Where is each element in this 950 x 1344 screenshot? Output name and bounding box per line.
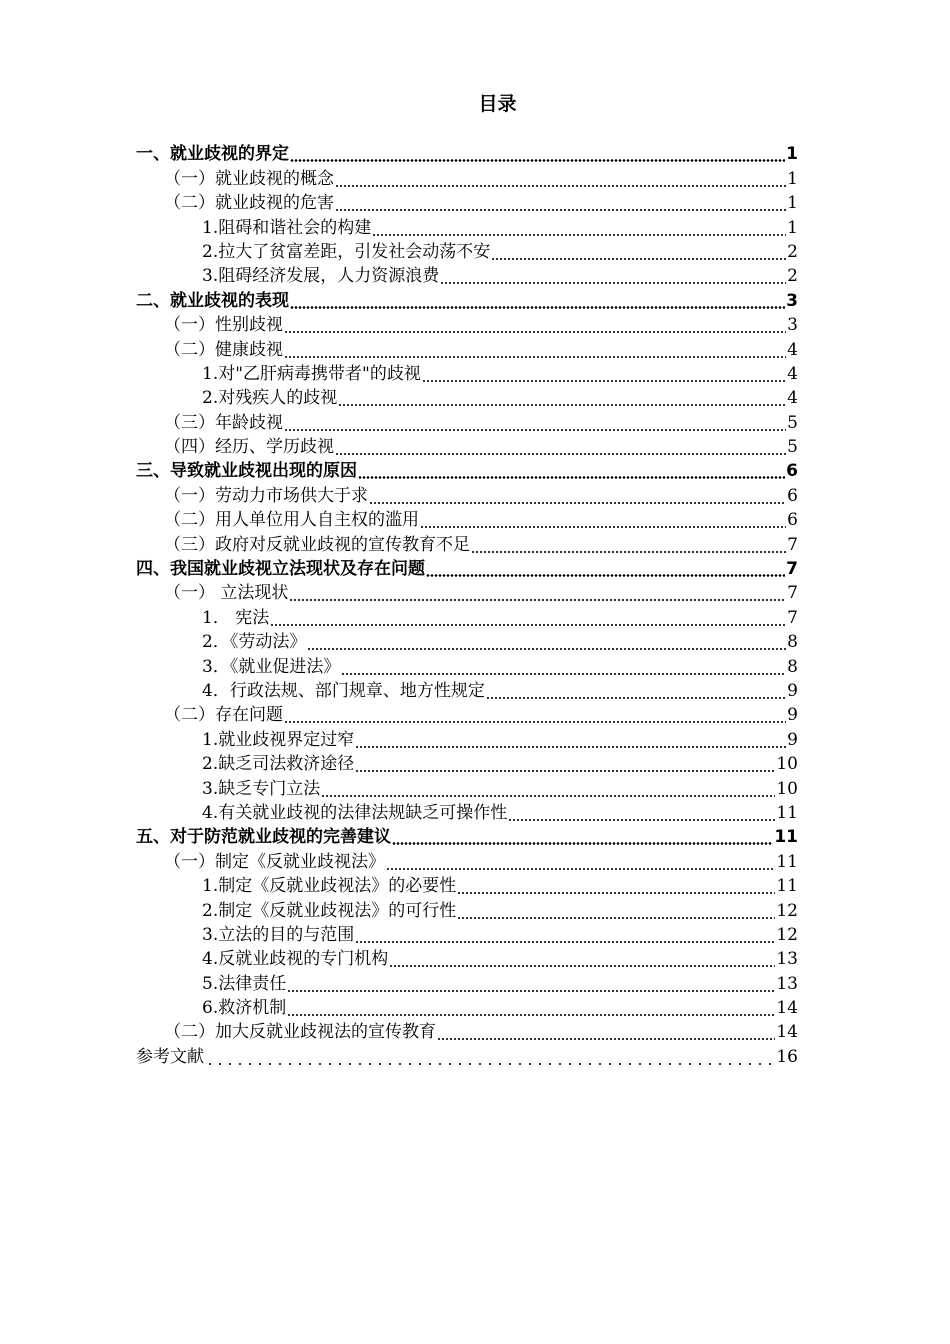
toc-entry-page-number: 11 [776, 802, 798, 823]
toc-entry-title: 2.对残疾人的歧视 [202, 388, 338, 409]
toc-entry-title: （三）政府对反就业歧视的宣传教育不足 [164, 534, 470, 555]
toc-entry-title: 4.有关就业歧视的法律法规缺乏可操作性 [202, 802, 508, 823]
toc-leader-dots [486, 697, 786, 699]
toc-entry-title: 参考文献 [136, 1046, 204, 1067]
toc-entry-title: （二）存在问题 [164, 705, 283, 726]
toc-entry-title: 2.缺乏司法救济途径 [202, 754, 355, 775]
toc-entry[interactable] [136, 922, 798, 946]
toc-entry-page-number: 10 [776, 754, 798, 775]
toc-entry-title: 一、就业歧视的界定 [136, 144, 289, 165]
toc-entry-page-number: 1 [787, 193, 798, 214]
toc-leader-dots [491, 258, 786, 260]
toc-entry-page-number: 8 [787, 632, 798, 653]
toc-entry-title: 1． 宪法 [202, 607, 270, 628]
toc-leader-dots [355, 941, 775, 943]
toc-entry-page-number: 14 [776, 1022, 798, 1043]
toc-leader-dots [290, 159, 785, 162]
toc-entry-title: 5.法律责任 [202, 973, 287, 994]
toc-entry[interactable] [136, 287, 798, 311]
toc-leader-dots [341, 673, 786, 675]
toc-entry-page-number: 6 [787, 485, 798, 506]
toc-leader-dots [284, 331, 786, 333]
toc-leader-dots [358, 476, 785, 479]
toc-entry[interactable] [136, 1043, 798, 1067]
toc-entry[interactable] [136, 702, 798, 726]
toc-entry-page-number: 7 [787, 607, 798, 628]
toc-entry[interactable] [136, 897, 798, 921]
toc-entry-title: 3.立法的目的与范围 [202, 924, 355, 945]
toc-entry-page-number: 13 [776, 949, 798, 970]
toc-entry[interactable] [136, 165, 798, 189]
toc-entry-title: （一） 立法现状 [164, 583, 289, 604]
toc-leader-dots [287, 990, 775, 992]
toc-entry-page-number: 12 [776, 900, 798, 921]
toc-entry[interactable] [136, 751, 798, 775]
toc-entry[interactable] [136, 848, 798, 872]
toc-entry-page-number: 3 [786, 290, 798, 311]
toc-entry-title: （二）用人单位用人自主权的滥用 [164, 510, 419, 531]
toc-entry[interactable] [136, 678, 798, 702]
toc-entry-page-number: 14 [776, 998, 798, 1019]
toc-entry-page-number: 6 [787, 510, 798, 531]
toc-entry-title: 2．《劳动法》 [202, 632, 307, 653]
toc-leader-dots [290, 306, 785, 309]
toc-leader-dots [321, 795, 775, 797]
toc-leader-dots [355, 746, 786, 748]
toc-entry[interactable] [136, 312, 798, 336]
toc-entry-page-number: 1 [787, 168, 798, 189]
toc-entry-title: 3．《就业促进法》 [202, 656, 341, 677]
toc-entry-page-number: 9 [787, 680, 798, 701]
toc-entry[interactable] [136, 726, 798, 750]
toc-leader-dots [307, 648, 786, 650]
toc-entry[interactable] [136, 214, 798, 238]
toc-leader-dots [355, 770, 775, 772]
toc-entry-title: 6.救济机制 [202, 998, 287, 1019]
toc-entry-page-number: 3 [787, 315, 798, 336]
toc-entry[interactable] [136, 190, 798, 214]
toc-leader-dots [392, 842, 773, 845]
toc-entry[interactable] [136, 556, 798, 580]
toc-leader-dots [372, 234, 786, 236]
toc-leader-dots [422, 380, 786, 382]
toc-entry[interactable] [136, 531, 798, 555]
toc-leader-dots [284, 721, 786, 723]
toc-entry[interactable] [136, 361, 798, 385]
toc-entry-page-number: 12 [776, 924, 798, 945]
toc-entry-page-number: 4 [787, 363, 798, 384]
toc-entry[interactable] [136, 385, 798, 409]
toc-entry-title: （二）加大反就业歧视法的宣传教育 [164, 1022, 436, 1043]
table-of-contents [136, 141, 798, 1068]
toc-entry-page-number: 16 [776, 1046, 798, 1067]
toc-leader-dots [369, 502, 786, 504]
toc-leader-dots [440, 282, 786, 284]
toc-entry-title: 3.阻碍经济发展，人力资源浪费 [202, 266, 440, 287]
toc-entry-page-number: 11 [776, 851, 798, 872]
toc-leader-dots [426, 574, 785, 577]
toc-entry-title: 1.制定《反就业歧视法》的必要性 [202, 876, 457, 897]
toc-entry[interactable] [136, 409, 798, 433]
toc-entry[interactable] [136, 946, 798, 970]
toc-leader-dots [335, 185, 786, 187]
toc-entry[interactable] [136, 800, 798, 824]
toc-entry[interactable] [136, 458, 798, 482]
toc-entry-title: （二）健康歧视 [164, 339, 283, 360]
toc-entry[interactable] [136, 239, 798, 263]
toc-entry-page-number: 9 [787, 729, 798, 750]
toc-entry[interactable] [136, 824, 798, 848]
toc-entry-page-number: 6 [786, 461, 798, 482]
toc-leader-dots [289, 599, 786, 601]
toc-entry-title: （一）性别歧视 [164, 315, 283, 336]
toc-entry-page-number: 2 [787, 241, 798, 262]
page-title: 目录 [478, 93, 517, 115]
toc-leader-dots [386, 868, 775, 870]
toc-entry[interactable] [136, 775, 798, 799]
toc-leader-dots [457, 892, 775, 894]
toc-entry-title: 4．行政法规、部门规章、地方性规定 [202, 680, 485, 701]
toc-leader-dots [508, 819, 775, 821]
toc-entry[interactable] [136, 604, 798, 628]
toc-entry-title: 二、就业歧视的表现 [136, 290, 289, 311]
toc-leader-dots [389, 965, 775, 967]
toc-entry-page-number: 5 [787, 412, 798, 433]
toc-leader-dots [420, 526, 786, 528]
toc-entry-page-number: 4 [787, 339, 798, 360]
toc-entry-title: （一）制定《反就业歧视法》 [164, 851, 385, 872]
toc-entry-page-number: 8 [787, 656, 798, 677]
toc-entry-page-number: 7 [787, 583, 798, 604]
toc-entry-title: 三、导致就业歧视出现的原因 [136, 461, 357, 482]
toc-entry[interactable] [136, 653, 798, 677]
toc-leader-dots [471, 551, 786, 553]
toc-entry-page-number: 1 [787, 217, 798, 238]
toc-entry-title: 1.就业歧视界定过窄 [202, 729, 355, 750]
toc-entry-title: （三）年龄歧视 [164, 412, 283, 433]
toc-entry-page-number: 11 [776, 876, 798, 897]
toc-entry-title: 4.反就业歧视的专门机构 [202, 949, 389, 970]
toc-entry-title: 3.缺乏专门立法 [202, 778, 321, 799]
toc-entry-page-number: 5 [787, 437, 798, 458]
toc-entry-title: （一）就业歧视的概念 [164, 168, 334, 189]
toc-leader-dots [335, 209, 786, 211]
toc-entry[interactable] [136, 873, 798, 897]
toc-entry[interactable] [136, 141, 798, 165]
toc-leader-dots [335, 453, 786, 455]
toc-entry[interactable] [136, 507, 798, 531]
toc-entry-page-number: 2 [787, 266, 798, 287]
toc-entry-title: 2.拉大了贫富差距，引发社会动荡不安 [202, 241, 491, 262]
toc-entry[interactable] [136, 263, 798, 287]
toc-leader-dots [457, 917, 775, 919]
toc-leader-dots [287, 1014, 775, 1016]
toc-entry-page-number: 13 [776, 973, 798, 994]
toc-entry-title: （二）就业歧视的危害 [164, 193, 334, 214]
toc-entry-title: 五、对于防范就业歧视的完善建议 [136, 827, 391, 848]
toc-entry-page-number: 1 [786, 144, 798, 165]
toc-entry-title: 1.对"乙肝病毒携带者"的歧视 [202, 363, 421, 384]
toc-entry[interactable] [136, 336, 798, 360]
toc-entry[interactable] [136, 629, 798, 653]
toc-entry-page-number: 7 [786, 559, 798, 580]
toc-entry[interactable] [136, 580, 798, 604]
toc-entry-title: （四）经历、学历歧视 [164, 437, 334, 458]
toc-entry-page-number: 9 [787, 705, 798, 726]
toc-leader-dots [284, 429, 786, 431]
toc-leader-dots [338, 404, 786, 406]
toc-entry[interactable] [136, 995, 798, 1019]
toc-entry[interactable] [136, 1019, 798, 1043]
toc-entry-title: 1.阻碍和谐社会的构建 [202, 217, 372, 238]
toc-leader-dots [270, 624, 786, 626]
toc-entry-title: 四、我国就业歧视立法现状及存在问题 [136, 559, 425, 580]
toc-entry-title: （一）劳动力市场供大于求 [164, 485, 368, 506]
toc-leader-dots [437, 1038, 775, 1040]
toc-leader-dots [205, 1063, 775, 1065]
toc-entry[interactable] [136, 482, 798, 506]
toc-entry-page-number: 7 [787, 534, 798, 555]
toc-entry-page-number: 11 [774, 827, 798, 848]
toc-entry-page-number: 10 [776, 778, 798, 799]
toc-leader-dots [284, 356, 786, 358]
toc-entry-page-number: 4 [787, 388, 798, 409]
toc-entry-title: 2.制定《反就业歧视法》的可行性 [202, 900, 457, 921]
toc-entry[interactable] [136, 434, 798, 458]
toc-entry[interactable] [136, 970, 798, 994]
